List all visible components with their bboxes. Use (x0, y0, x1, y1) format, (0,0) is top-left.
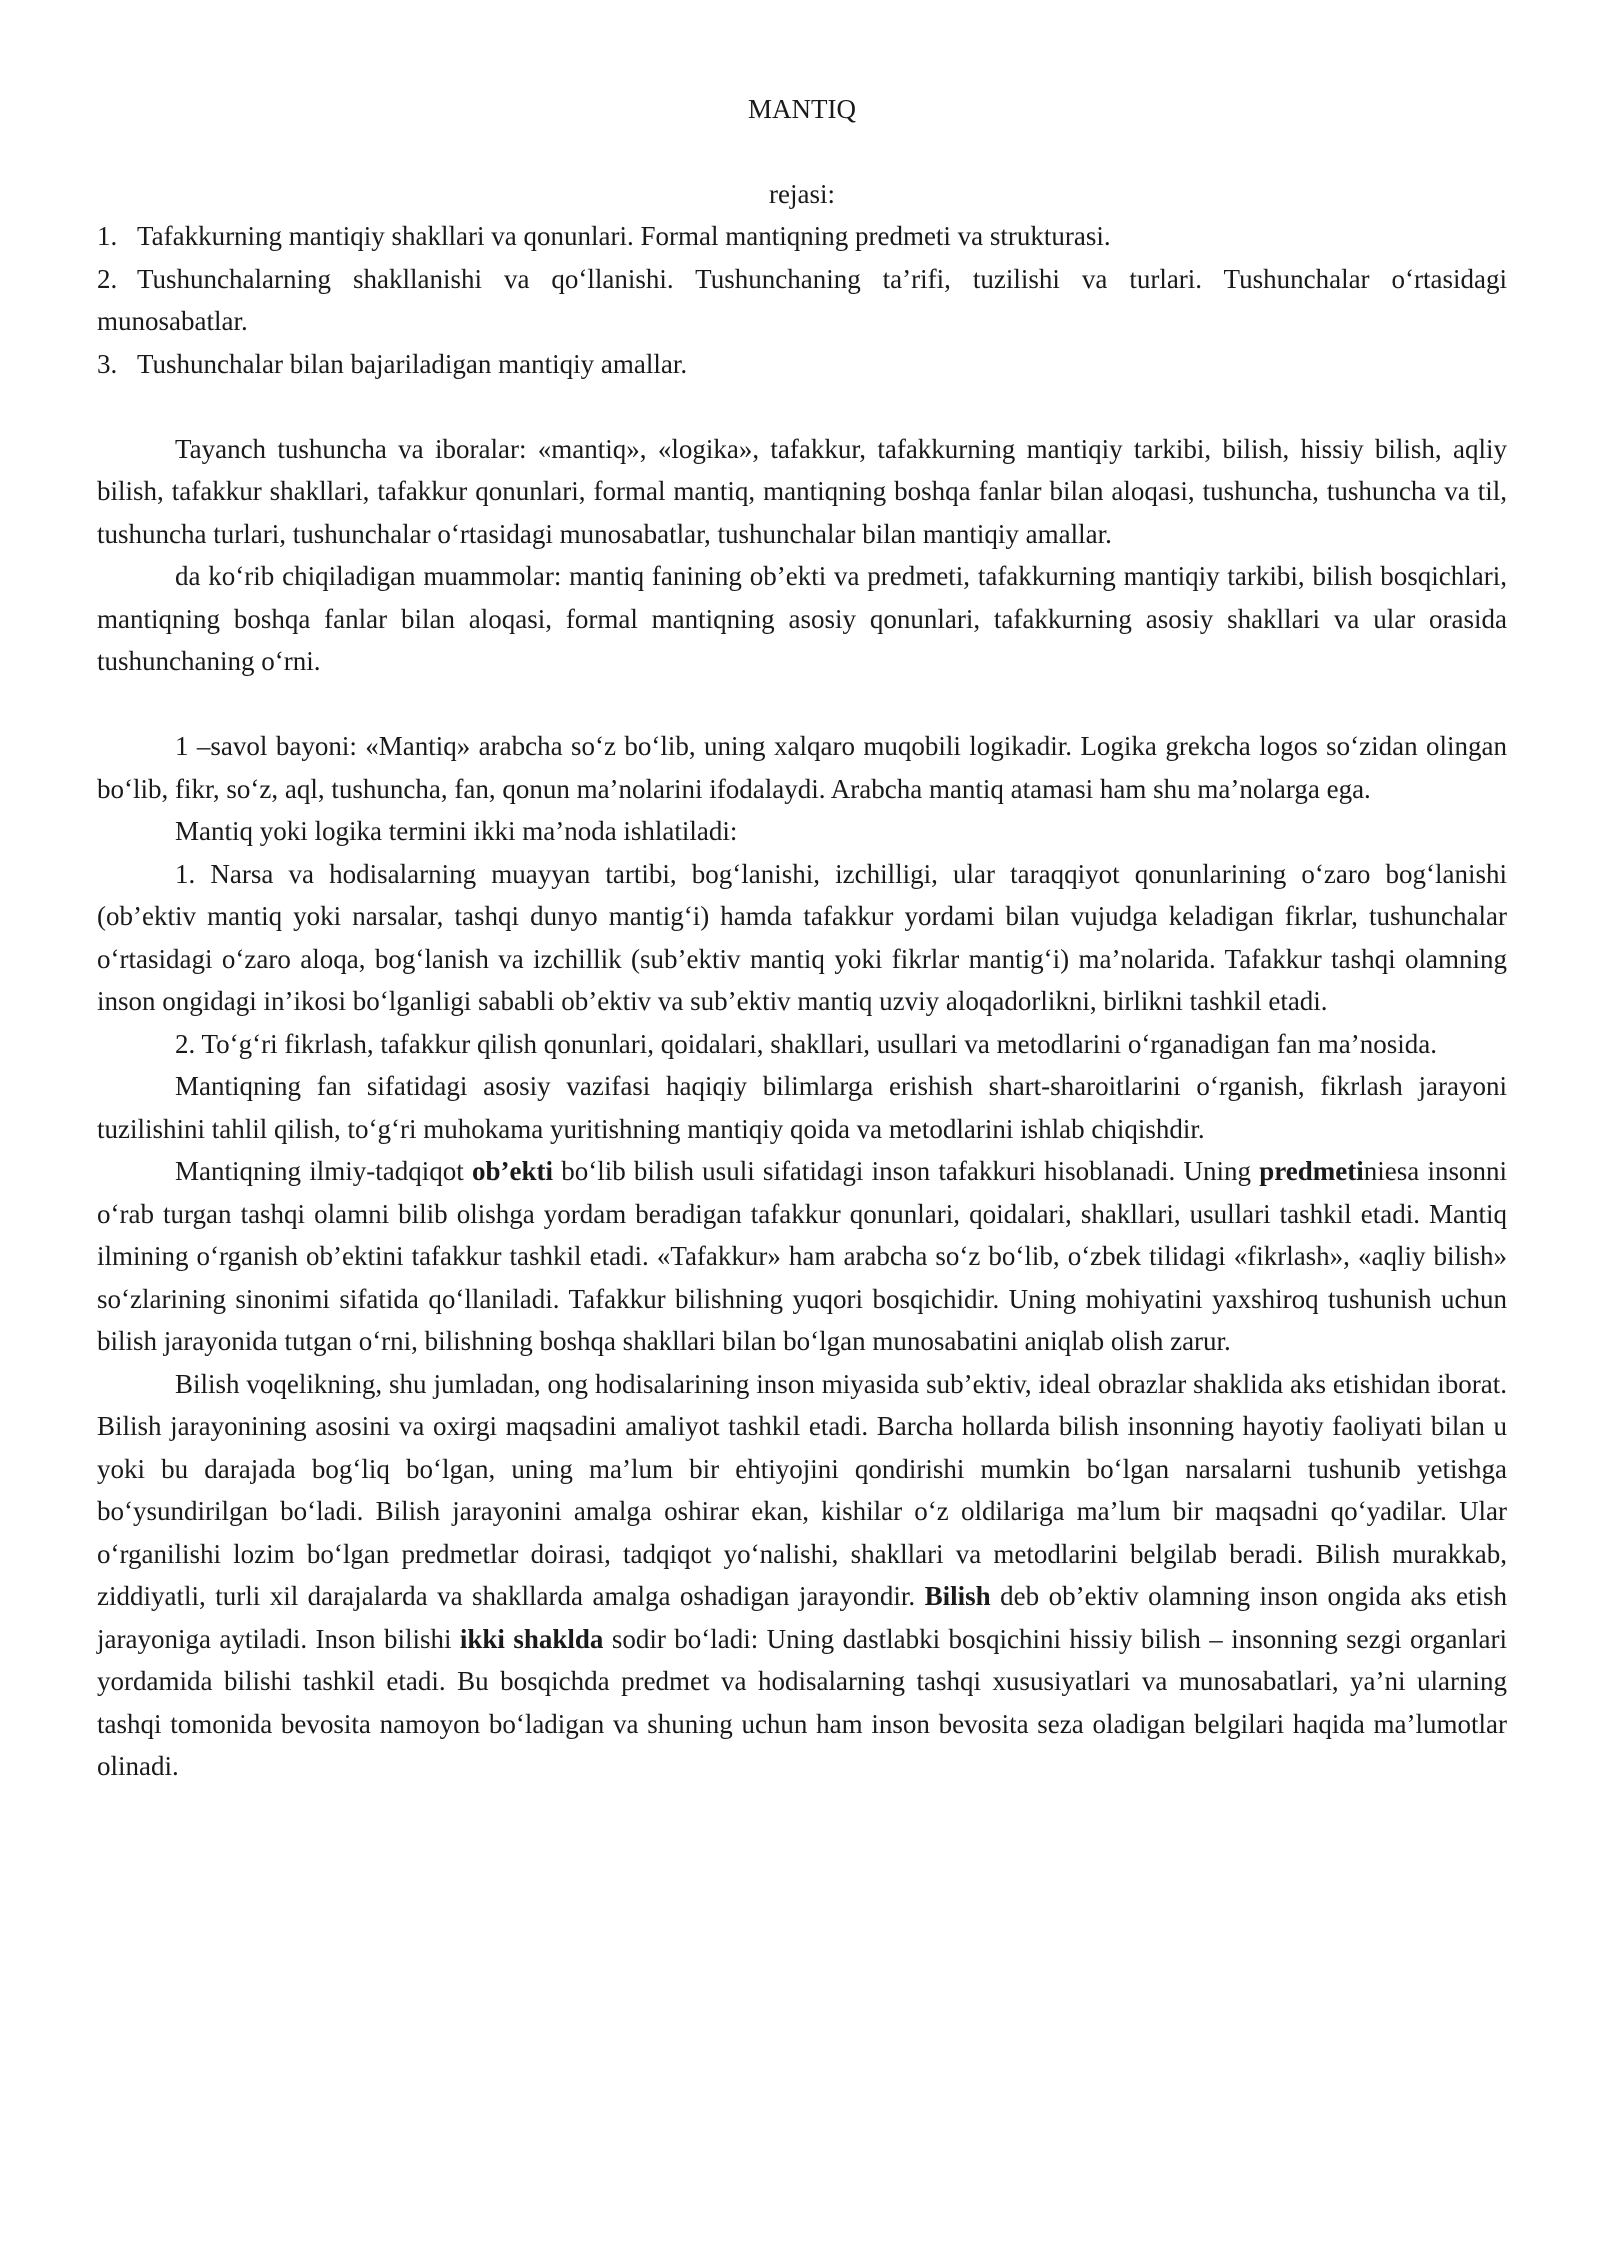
text-run: bo‘lib bilish usuli sifatidagi inson tafakkuri hisoblanadi. Uning (552, 1156, 1260, 1186)
plan-item-number: 1. (97, 221, 118, 251)
spacer (97, 385, 1507, 428)
plan-item-text: Tushunchalar bilan bajariladigan mantiqiy amallar. (137, 348, 688, 379)
plan-item (97, 343, 1507, 386)
key-terms-paragraph: Tayanch tushuncha va iboralar: «mantiq», «logika», tafakkur, tafakkurning mantiqiy tarkibi, bilish, hissiy bilish, aqliy bilish, tafakkur shakllari, tafakkur qonunlari, formal mantiq, mantiqning boshqa fanlar bilan aloqasi, tushuncha, tushuncha va til, tushuncha turlari, tushunchalar o‘rtasidagi munosabatlar, tushunchalar bilan mantiqiy amallar. (97, 433, 1507, 549)
document-page (97, 88, 1507, 1788)
plan-item (97, 258, 1507, 343)
text-run: Mantiqning ilmiy-tadqiqot (175, 1156, 472, 1186)
bold-term: ikki shaklda (459, 1623, 604, 1654)
problems-paragraph: da ko‘rib chiqiladigan muammolar: mantiq fanining ob’ekti va predmeti, tafakkurning mantiqiy tarkibi, bilish bosqichlari, mantiqning boshqa fanlar bilan aloqasi, formal mantiqning asosiy qonunlari, tafakkurning asosiy shakllari va ular orasida tushunchaning o‘rni. (97, 561, 1507, 676)
plan-item-text: Tafakkurning mantiqiy shakllari va qonunlari. Formal mantiqning predmeti va strukturasi. (137, 221, 1111, 251)
bold-term: predmeti (1259, 1156, 1364, 1186)
text-run: sodir bo‘ladi: Uning dastlabki bosqichini hissiy bilish – insonning sezgi organlari yordamida bilishi tashkil etadi. Bu bosqichda predmet va hodisalarning tashqi xususiyatlari va munosabatlari, ya’ni ularning tashqi tomonida bevosita namoyon bo‘ladigan va shuning uchun ham inson bevosita seza oladigan belgilari haqida ma’lumotlar olinadi. (97, 1623, 1508, 1781)
bold-term: ob’ekti (471, 1156, 553, 1186)
question-1-paragraph: 1 –savol bayoni: «Mantiq» arabcha so‘z bo‘lib, uning xalqaro muqobili logikadir. Logika grekcha logos so‘zidan olingan bo‘lib, fikr, so‘z, aql, tushuncha, fan, qonun ma’nolarini ifodalaydi. Arabcha mantiq atamasi ham shu ma’nolarga ega. (97, 731, 1507, 804)
plan-heading: rejasi: (769, 178, 835, 209)
cognition-paragraph (97, 1363, 1507, 1788)
plan-item-text: Tushunchalarning shakllanishi va qo‘llanishi. Tushunchaning ta’rifi, tuzilishi va turlari. Tushunchalar o‘rtasidagi munosabatlar. (97, 263, 1507, 336)
main-task-paragraph: Mantiqning fan sifatidagi asosiy vazifasi haqiqiy bilimlarga erishish shart-sharoitlarini o‘rganish, fikrlash jarayoni tuzilishini tahlil qilish, to‘g‘ri muhokama yuritishning mantiqiy qoida va metodlarini ishlab chiqishdir. (97, 1071, 1507, 1144)
spacer (97, 683, 1507, 726)
text-run: niesa insonni o‘rab turgan tashqi olamni bilib olishga yordam beradigan tafakkur qonunlari, qoidalari, shakllari, usullari tashkil etadi. Mantiq ilmining o‘rganish ob’ektini tafakkur tashkil etadi. «Tafakkur» ham arabcha so‘z bo‘lib, o‘zbek tilidagi «fikrlash», «aqliy bilish» so‘zlarining sinonimi sifatida qo‘llaniladi. Tafakkur bilishning yuqori bosqichidir. Uning mohiyatini yaxshiroq tushunish uchun bilish jarayonida tutgan o‘rni, bilishning boshqa shakllari bilan bo‘lgan munosabatini aniqlab olish zarur. (97, 1156, 1507, 1356)
plan-item-number: 2. (97, 263, 118, 294)
document-title: MANTIQ (748, 94, 856, 124)
plan-item-number: 3. (97, 348, 118, 379)
text-run: Bilish voqelikning, shu jumladan, ong hodisalarining inson miyasida sub’ektiv, ideal obrazlar shaklida aks etishidan iborat. Bilish jarayonining asosini va oxirgi maqsadini amaliyot tashkil etadi. Barcha hollarda bilish insonning hayotiy faoliyati bilan u yoki bu darajada bog‘liq bo‘lgan, uning ma’lum bir ehtiyojini qondirishi mumkin bo‘lgan narsalarni tushunib yetishga bo‘ysundirilgan bo‘ladi. Bilish jarayonini amalga oshirar ekan, kishilar o‘z oldilariga ma’lum bir maqsadni qo‘yadilar. Ular o‘rganilishi lozim bo‘lgan predmetlar doirasi, tadqiqot yo‘nalishi, shakllari va metodlarini belgilab beradi. Bilish murakkab, ziddiyatli, turli xil darajalarda va shakllarda amalga oshadigan jarayondir. (97, 1368, 1507, 1611)
term-meanings-paragraph: Mantiq yoki logika termini ikki ma’noda ishlatiladi: (175, 816, 738, 846)
text-run: deb ob’ektiv olamning inson ongida aks etish jarayoniga aytiladi. Inson bilishi (97, 1581, 1507, 1654)
meaning-1-paragraph: 1. Narsa va hodisalarning muayyan tartibi, bog‘lanishi, izchilligi, ular taraqqiyot qonunlarining o‘zaro bog‘lanishi (ob’ektiv mantiq yoki narsalar, tashqi dunyo mantig‘i) hamda tafakkur yordami bilan vujudga keladigan fikrlar, tushunchalar o‘rtasidagi o‘zaro aloqa, bog‘lanish va izchillik (sub’ektiv mantiq yoki fikrlar mantig‘i) ma’nolarida. Tafakkur tashqi olamning inson ongidagi in’ikosi bo‘lganligi sababli ob’ektiv va sub’ektiv mantiq uzviy aloqadorlikni, birlikni tashkil etadi. (97, 858, 1507, 1016)
plan-list (97, 215, 1507, 385)
bold-term: Bilish (924, 1581, 991, 1611)
plan-item (97, 215, 1507, 258)
object-subject-paragraph (97, 1150, 1507, 1363)
meaning-2-paragraph: 2. To‘g‘ri fikrlash, tafakkur qilish qonunlari, qoidalari, shakllari, usullari va metodlarini o‘rganadigan fan ma’nosida. (175, 1028, 1438, 1059)
